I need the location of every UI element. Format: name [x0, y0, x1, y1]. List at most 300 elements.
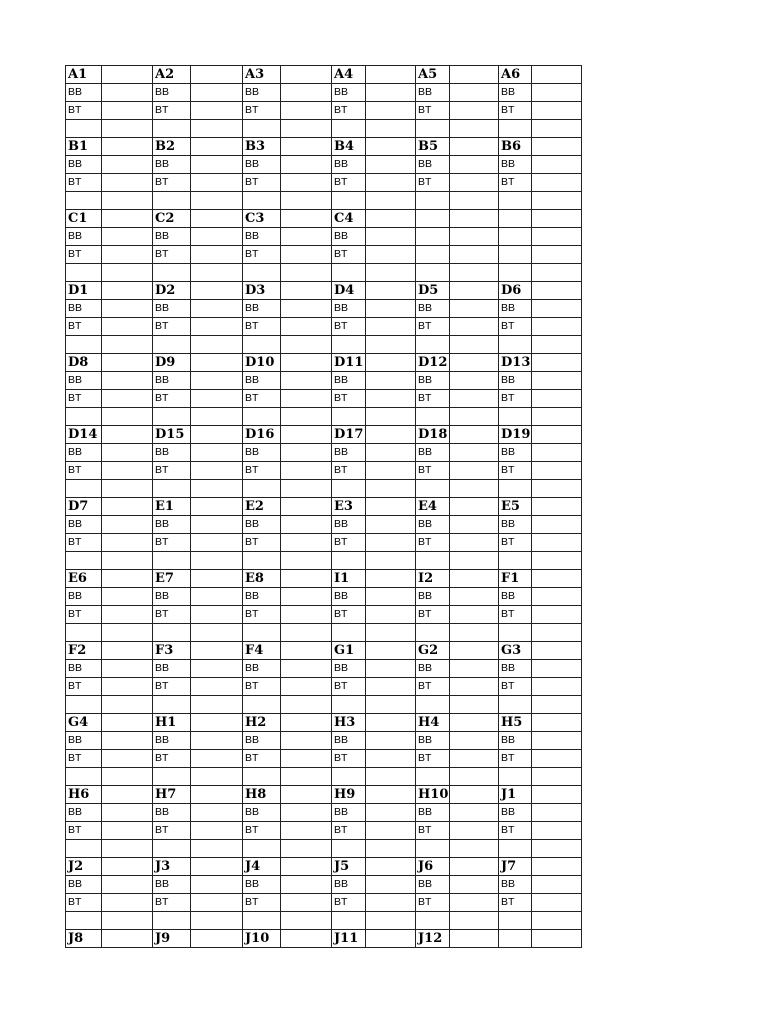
cell-empty[interactable] — [243, 624, 281, 642]
cell-empty[interactable] — [102, 102, 153, 120]
cell-empty[interactable] — [243, 120, 281, 138]
cell-code[interactable]: BT — [332, 246, 366, 264]
cell-code[interactable]: BB — [66, 876, 102, 894]
cell-empty[interactable] — [281, 318, 332, 336]
cell-code[interactable]: BT — [332, 894, 366, 912]
cell-code[interactable]: BB — [332, 588, 366, 606]
cell-code[interactable]: BB — [416, 516, 450, 534]
cell-empty[interactable] — [450, 876, 499, 894]
cell-empty[interactable] — [191, 480, 243, 498]
cell-empty[interactable] — [532, 372, 582, 390]
cell-label[interactable]: D9 — [153, 354, 191, 372]
cell-empty[interactable] — [281, 732, 332, 750]
cell-label[interactable]: J4 — [243, 858, 281, 876]
cell-code[interactable]: BT — [66, 246, 102, 264]
cell-empty[interactable] — [102, 804, 153, 822]
cell-label[interactable]: J9 — [153, 930, 191, 948]
cell-empty[interactable] — [102, 372, 153, 390]
cell-empty[interactable] — [450, 408, 499, 426]
cell-empty[interactable] — [532, 660, 582, 678]
cell-empty[interactable] — [366, 138, 416, 156]
cell-empty[interactable] — [102, 444, 153, 462]
cell-empty[interactable] — [191, 804, 243, 822]
cell-label[interactable]: A1 — [66, 66, 102, 84]
cell-empty[interactable] — [191, 390, 243, 408]
cell-code[interactable]: BT — [499, 606, 532, 624]
cell-empty[interactable] — [366, 156, 416, 174]
cell-empty[interactable] — [450, 390, 499, 408]
cell-empty[interactable] — [153, 840, 191, 858]
cell-code[interactable]: BB — [332, 732, 366, 750]
cell-code[interactable]: BT — [243, 750, 281, 768]
cell-empty[interactable] — [366, 678, 416, 696]
cell-empty[interactable] — [332, 192, 366, 210]
cell-code[interactable]: BT — [243, 102, 281, 120]
cell-empty[interactable] — [532, 462, 582, 480]
cell-label[interactable]: D4 — [332, 282, 366, 300]
cell-empty[interactable] — [191, 750, 243, 768]
cell-empty[interactable] — [366, 696, 416, 714]
cell-code[interactable]: BT — [416, 534, 450, 552]
cell-label[interactable]: B3 — [243, 138, 281, 156]
cell-empty[interactable] — [450, 192, 499, 210]
cell-empty[interactable] — [153, 696, 191, 714]
cell-empty[interactable] — [450, 912, 499, 930]
cell-code[interactable]: BB — [416, 876, 450, 894]
cell-empty[interactable] — [102, 894, 153, 912]
cell-empty[interactable] — [281, 228, 332, 246]
cell-empty[interactable] — [366, 606, 416, 624]
cell-empty[interactable] — [281, 372, 332, 390]
cell-empty[interactable] — [102, 714, 153, 732]
cell-empty[interactable] — [532, 840, 582, 858]
cell-empty[interactable] — [281, 354, 332, 372]
cell-empty[interactable] — [102, 282, 153, 300]
cell-empty[interactable] — [532, 192, 582, 210]
cell-empty[interactable] — [102, 642, 153, 660]
cell-code[interactable]: BB — [66, 300, 102, 318]
cell-label[interactable]: C1 — [66, 210, 102, 228]
cell-empty[interactable] — [153, 768, 191, 786]
cell-code[interactable]: BB — [243, 84, 281, 102]
cell-code[interactable]: BB — [243, 300, 281, 318]
cell-code[interactable]: BT — [243, 318, 281, 336]
cell-empty[interactable] — [102, 264, 153, 282]
cell-label[interactable]: H2 — [243, 714, 281, 732]
cell-empty[interactable] — [450, 264, 499, 282]
cell-code[interactable]: BB — [66, 804, 102, 822]
cell-empty[interactable] — [191, 822, 243, 840]
cell-code[interactable]: BT — [416, 174, 450, 192]
cell-empty[interactable] — [281, 282, 332, 300]
cell-empty[interactable] — [102, 390, 153, 408]
cell-empty[interactable] — [191, 930, 243, 948]
cell-code[interactable]: BT — [416, 318, 450, 336]
cell-empty[interactable] — [532, 408, 582, 426]
cell-empty[interactable] — [102, 336, 153, 354]
cell-code[interactable]: BT — [66, 750, 102, 768]
cell-label[interactable]: D18 — [416, 426, 450, 444]
cell-empty[interactable] — [332, 336, 366, 354]
cell-code[interactable]: BT — [332, 750, 366, 768]
cell-empty[interactable] — [281, 426, 332, 444]
cell-empty[interactable] — [191, 624, 243, 642]
cell-empty[interactable] — [416, 912, 450, 930]
cell-empty[interactable] — [450, 732, 499, 750]
cell-code[interactable]: BB — [416, 588, 450, 606]
cell-empty[interactable] — [366, 768, 416, 786]
cell-empty[interactable] — [243, 408, 281, 426]
cell-code[interactable]: BB — [153, 588, 191, 606]
cell-empty[interactable] — [281, 444, 332, 462]
cell-code[interactable]: BB — [332, 444, 366, 462]
cell-empty[interactable] — [450, 624, 499, 642]
cell-label[interactable]: D17 — [332, 426, 366, 444]
cell-empty[interactable] — [366, 660, 416, 678]
cell-code[interactable]: BT — [332, 318, 366, 336]
cell-code[interactable]: BB — [332, 372, 366, 390]
cell-label[interactable]: D14 — [66, 426, 102, 444]
cell-label[interactable]: C3 — [243, 210, 281, 228]
cell-empty[interactable] — [191, 66, 243, 84]
cell-empty[interactable] — [191, 210, 243, 228]
cell-empty[interactable] — [243, 912, 281, 930]
cell-empty[interactable] — [366, 588, 416, 606]
cell-empty[interactable] — [499, 768, 532, 786]
cell-empty[interactable] — [102, 66, 153, 84]
cell-empty[interactable] — [66, 552, 102, 570]
cell-label[interactable]: J7 — [499, 858, 532, 876]
cell-empty[interactable] — [366, 444, 416, 462]
cell-code[interactable]: BT — [66, 534, 102, 552]
cell-empty[interactable] — [366, 642, 416, 660]
cell-empty[interactable] — [102, 318, 153, 336]
cell-code[interactable]: BT — [66, 822, 102, 840]
cell-empty[interactable] — [366, 246, 416, 264]
cell-empty[interactable] — [332, 552, 366, 570]
cell-empty[interactable] — [102, 84, 153, 102]
cell-empty[interactable] — [191, 516, 243, 534]
cell-code[interactable]: BB — [332, 660, 366, 678]
cell-empty[interactable] — [366, 534, 416, 552]
cell-code[interactable]: BT — [66, 678, 102, 696]
cell-code[interactable]: BB — [153, 660, 191, 678]
cell-code[interactable]: BT — [66, 102, 102, 120]
cell-code[interactable]: BB — [153, 372, 191, 390]
cell-code[interactable]: BB — [153, 84, 191, 102]
cell-empty[interactable] — [366, 408, 416, 426]
cell-label[interactable]: I2 — [416, 570, 450, 588]
cell-empty[interactable] — [532, 534, 582, 552]
cell-label[interactable]: D19 — [499, 426, 532, 444]
cell-empty[interactable] — [450, 102, 499, 120]
cell-empty[interactable] — [450, 282, 499, 300]
cell-code[interactable]: BT — [153, 102, 191, 120]
cell-empty[interactable] — [366, 840, 416, 858]
cell-empty[interactable] — [499, 624, 532, 642]
cell-empty[interactable] — [281, 156, 332, 174]
cell-code[interactable]: BB — [243, 228, 281, 246]
cell-empty[interactable] — [366, 336, 416, 354]
cell-code[interactable]: BB — [416, 84, 450, 102]
cell-empty[interactable] — [366, 66, 416, 84]
cell-empty[interactable] — [102, 354, 153, 372]
cell-code[interactable]: BB — [153, 732, 191, 750]
cell-code[interactable]: BT — [499, 822, 532, 840]
cell-code[interactable]: BT — [153, 174, 191, 192]
cell-label[interactable]: A2 — [153, 66, 191, 84]
cell-code[interactable]: BT — [153, 462, 191, 480]
cell-code[interactable]: BT — [416, 462, 450, 480]
cell-label[interactable]: H7 — [153, 786, 191, 804]
cell-code[interactable]: BT — [66, 606, 102, 624]
cell-empty[interactable] — [243, 192, 281, 210]
cell-empty[interactable] — [102, 858, 153, 876]
cell-empty[interactable] — [102, 570, 153, 588]
cell-empty[interactable] — [191, 84, 243, 102]
cell-label[interactable]: D8 — [66, 354, 102, 372]
cell-label[interactable]: H4 — [416, 714, 450, 732]
cell-empty[interactable] — [366, 300, 416, 318]
cell-label[interactable]: J1 — [499, 786, 532, 804]
cell-empty[interactable] — [281, 588, 332, 606]
cell-label[interactable]: A4 — [332, 66, 366, 84]
cell-empty[interactable] — [281, 606, 332, 624]
cell-empty[interactable] — [450, 678, 499, 696]
cell-code[interactable]: BB — [153, 516, 191, 534]
cell-empty[interactable] — [191, 372, 243, 390]
cell-label[interactable]: H6 — [66, 786, 102, 804]
cell-code[interactable]: BB — [416, 156, 450, 174]
cell-code[interactable]: BT — [499, 174, 532, 192]
cell-code[interactable]: BT — [153, 822, 191, 840]
cell-empty[interactable] — [532, 876, 582, 894]
cell-code[interactable]: BB — [332, 804, 366, 822]
cell-label[interactable]: H9 — [332, 786, 366, 804]
cell-empty[interactable] — [450, 444, 499, 462]
cell-empty[interactable] — [281, 804, 332, 822]
cell-empty[interactable] — [532, 822, 582, 840]
cell-label[interactable]: H1 — [153, 714, 191, 732]
cell-code[interactable]: BT — [332, 822, 366, 840]
cell-empty[interactable] — [191, 246, 243, 264]
cell-code[interactable]: BB — [153, 228, 191, 246]
cell-code[interactable]: BT — [153, 750, 191, 768]
cell-empty[interactable] — [366, 102, 416, 120]
cell-label[interactable]: D15 — [153, 426, 191, 444]
cell-empty[interactable] — [366, 714, 416, 732]
cell-label[interactable]: B2 — [153, 138, 191, 156]
cell-code[interactable]: BT — [499, 678, 532, 696]
cell-empty[interactable] — [191, 462, 243, 480]
cell-empty[interactable] — [191, 660, 243, 678]
cell-code[interactable]: BB — [153, 444, 191, 462]
cell-code[interactable]: BT — [243, 390, 281, 408]
cell-empty[interactable] — [281, 462, 332, 480]
cell-empty[interactable] — [532, 516, 582, 534]
cell-empty[interactable] — [281, 390, 332, 408]
cell-code[interactable]: BT — [332, 534, 366, 552]
cell-empty[interactable] — [450, 228, 499, 246]
cell-code[interactable]: BT — [332, 606, 366, 624]
cell-empty[interactable] — [191, 264, 243, 282]
cell-empty[interactable] — [66, 480, 102, 498]
cell-code[interactable]: BB — [332, 84, 366, 102]
cell-empty[interactable] — [102, 498, 153, 516]
cell-empty[interactable] — [532, 84, 582, 102]
cell-empty[interactable] — [191, 354, 243, 372]
cell-code[interactable]: BT — [499, 318, 532, 336]
cell-code[interactable]: BT — [416, 894, 450, 912]
cell-code[interactable]: BT — [416, 390, 450, 408]
cell-empty[interactable] — [281, 174, 332, 192]
cell-label[interactable]: G4 — [66, 714, 102, 732]
cell-label[interactable]: A5 — [416, 66, 450, 84]
cell-empty[interactable] — [66, 120, 102, 138]
cell-empty[interactable] — [281, 210, 332, 228]
cell-label[interactable]: D11 — [332, 354, 366, 372]
cell-empty[interactable] — [102, 696, 153, 714]
cell-label[interactable]: E5 — [499, 498, 532, 516]
cell-empty[interactable] — [191, 588, 243, 606]
cell-empty[interactable] — [366, 192, 416, 210]
cell-label[interactable] — [499, 930, 532, 948]
cell-empty[interactable] — [153, 912, 191, 930]
cell-empty[interactable] — [450, 246, 499, 264]
cell-empty[interactable] — [102, 750, 153, 768]
cell-empty[interactable] — [366, 462, 416, 480]
cell-code[interactable]: BT — [66, 462, 102, 480]
cell-empty[interactable] — [366, 570, 416, 588]
cell-empty[interactable] — [366, 750, 416, 768]
cell-empty[interactable] — [532, 714, 582, 732]
cell-empty[interactable] — [191, 840, 243, 858]
cell-label[interactable]: J10 — [243, 930, 281, 948]
cell-empty[interactable] — [281, 516, 332, 534]
cell-empty[interactable] — [416, 120, 450, 138]
cell-label[interactable]: J2 — [66, 858, 102, 876]
cell-empty[interactable] — [366, 858, 416, 876]
cell-empty[interactable] — [532, 912, 582, 930]
cell-empty[interactable] — [153, 264, 191, 282]
cell-empty[interactable] — [450, 426, 499, 444]
cell-empty[interactable] — [102, 480, 153, 498]
cell-empty[interactable] — [102, 840, 153, 858]
cell-label[interactable]: E7 — [153, 570, 191, 588]
cell-empty[interactable] — [191, 336, 243, 354]
cell-code[interactable]: BT — [153, 534, 191, 552]
cell-empty[interactable] — [532, 264, 582, 282]
cell-label[interactable]: J12 — [416, 930, 450, 948]
cell-label[interactable]: F4 — [243, 642, 281, 660]
cell-empty[interactable] — [450, 858, 499, 876]
cell-empty[interactable] — [532, 138, 582, 156]
cell-empty[interactable] — [102, 660, 153, 678]
cell-code[interactable]: BB — [153, 876, 191, 894]
cell-code[interactable]: BT — [243, 894, 281, 912]
cell-empty[interactable] — [532, 930, 582, 948]
cell-empty[interactable] — [450, 534, 499, 552]
cell-code[interactable]: BT — [416, 750, 450, 768]
cell-empty[interactable] — [243, 768, 281, 786]
cell-empty[interactable] — [66, 768, 102, 786]
cell-empty[interactable] — [332, 696, 366, 714]
cell-code[interactable]: BB — [66, 156, 102, 174]
cell-label[interactable]: G1 — [332, 642, 366, 660]
cell-empty[interactable] — [450, 894, 499, 912]
cell-empty[interactable] — [281, 300, 332, 318]
cell-empty[interactable] — [532, 210, 582, 228]
cell-empty[interactable] — [366, 264, 416, 282]
cell-code[interactable]: BB — [153, 804, 191, 822]
cell-empty[interactable] — [366, 930, 416, 948]
cell-label[interactable]: C4 — [332, 210, 366, 228]
cell-code[interactable]: BT — [332, 390, 366, 408]
cell-empty[interactable] — [281, 570, 332, 588]
cell-empty[interactable] — [366, 624, 416, 642]
cell-empty[interactable] — [532, 480, 582, 498]
cell-empty[interactable] — [532, 300, 582, 318]
cell-empty[interactable] — [532, 642, 582, 660]
cell-empty[interactable] — [366, 282, 416, 300]
cell-label[interactable]: E1 — [153, 498, 191, 516]
cell-empty[interactable] — [332, 264, 366, 282]
cell-code[interactable]: BB — [499, 660, 532, 678]
cell-empty[interactable] — [499, 120, 532, 138]
cell-label[interactable]: E8 — [243, 570, 281, 588]
cell-empty[interactable] — [243, 552, 281, 570]
cell-code[interactable]: BT — [332, 462, 366, 480]
cell-code[interactable]: BB — [416, 804, 450, 822]
cell-empty[interactable] — [102, 516, 153, 534]
cell-empty[interactable] — [102, 174, 153, 192]
cell-empty[interactable] — [450, 552, 499, 570]
cell-empty[interactable] — [532, 570, 582, 588]
cell-code[interactable]: BB — [416, 300, 450, 318]
cell-empty[interactable] — [416, 624, 450, 642]
cell-code[interactable]: BT — [243, 822, 281, 840]
cell-empty[interactable] — [191, 678, 243, 696]
cell-empty[interactable] — [366, 552, 416, 570]
cell-empty[interactable] — [191, 228, 243, 246]
cell-empty[interactable] — [366, 804, 416, 822]
cell-empty[interactable] — [191, 300, 243, 318]
cell-empty[interactable] — [450, 498, 499, 516]
cell-empty[interactable] — [281, 930, 332, 948]
cell-empty[interactable] — [191, 444, 243, 462]
cell-code[interactable]: BB — [243, 588, 281, 606]
cell-empty[interactable] — [532, 228, 582, 246]
cell-code[interactable]: BB — [499, 876, 532, 894]
cell-code[interactable]: BB — [499, 444, 532, 462]
cell-empty[interactable] — [532, 354, 582, 372]
cell-empty[interactable] — [366, 876, 416, 894]
cell-empty[interactable] — [450, 372, 499, 390]
cell-label[interactable]: J8 — [66, 930, 102, 948]
cell-code[interactable]: BB — [66, 516, 102, 534]
cell-code[interactable]: BT — [153, 318, 191, 336]
cell-code[interactable]: BT — [66, 390, 102, 408]
cell-code[interactable]: BB — [499, 84, 532, 102]
cell-label[interactable]: B6 — [499, 138, 532, 156]
cell-label[interactable]: H10 — [416, 786, 450, 804]
cell-empty[interactable] — [450, 156, 499, 174]
cell-empty[interactable] — [450, 336, 499, 354]
cell-label[interactable]: D5 — [416, 282, 450, 300]
cell-empty[interactable] — [281, 66, 332, 84]
cell-empty[interactable] — [102, 156, 153, 174]
cell-empty[interactable] — [191, 732, 243, 750]
